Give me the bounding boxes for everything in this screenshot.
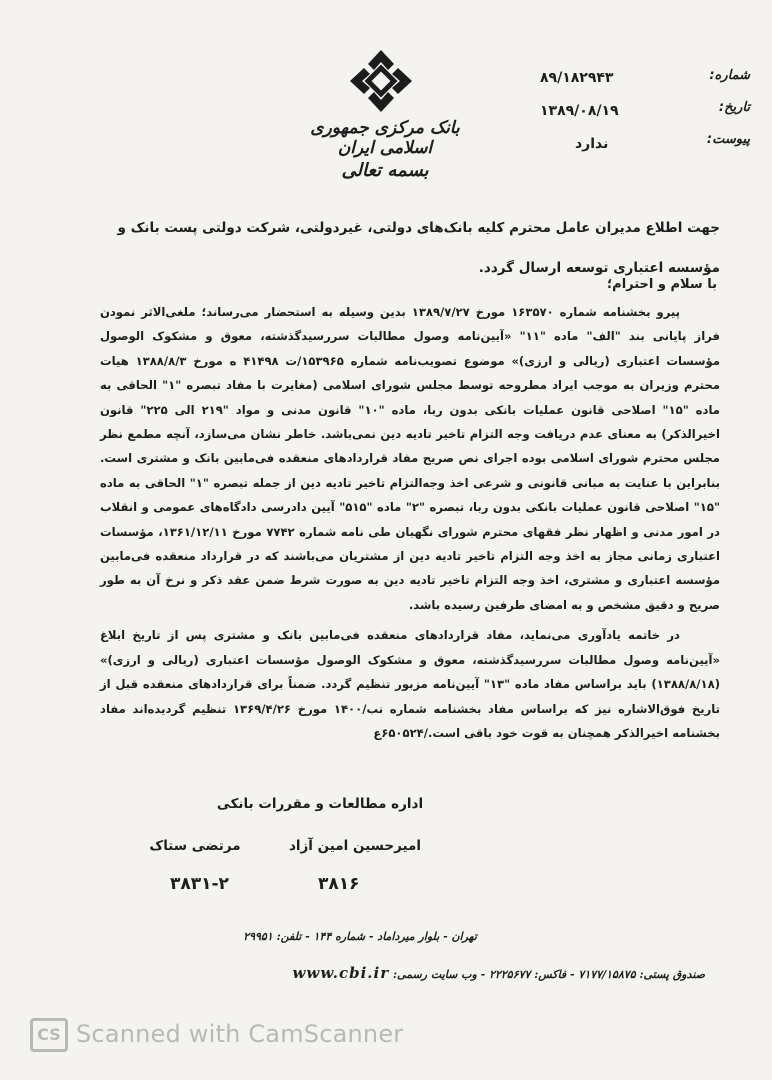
greeting: با سلام و احترام؛ [606,277,717,292]
number-label: شماره: [709,68,750,83]
footer-address: تهران - بلوار میرداماد - شماره ۱۴۴ - تلفن: ۲۹۹۵۱ [243,930,477,943]
letter-body [100,300,720,745]
paragraph-1: پیرو بخشنامه شماره ۱۶۳۵۷۰ مورخ ۱۳۸۹/۷/۲۷ بدین وسیله به استحضار می‌رساند؛ ملغی‌الاثر نمودن فراز پایانی بند "الف" ماده "۱۱" «آیین‌نامه وصول مطالبات سررسیدگذشته، معوق و مشکوک الوصول مؤسسات اعتباری (ریالی و ارزی)» موضوع تصویب‌نامه شماره ۱۵۳۹۶۵/ت ۴۱۴۹۸ ه مورخ ۱۳۸۸/۸/۳ هیات محترم وزیران به موجب ایراد مطروحه توسط مجلس شورای اسلامی (مغایرت با مفاد تبصره "۱" الحاقی به ماده "۱۵" اصلاحی قانون عملیات بانکی بدون ربا، ماده "۱۰" قانون مدنی و مواد "۲۱۹ الی ۲۲۵" قانون اخیرالذکر) به معنای عدم دریافت وجه التزام تاخیر تادیه دین نمی‌باشد. خاطر نشان می‌سازد، آنچه مطمع نظر مجلس محترم شورای اسلامی بوده اجرای نص صریح مفاد قراردادهای منعقده فی‌مابین بانک و مشتری است. بنابراین با عنایت به مبانی قانونی و شرعی اخذ وجه‌التزام تاخیر تادیه دین از جمله تبصره "۱" الحاقی به ماده "۱۵" اصلاحی قانون عملیات بانکی بدون ربا، تبصره "۲" ماده "۵۱۵" آیین دادرسی دادگاه‌های عمومی و انقلاب در امور مدنی و اظهار نظر فقهای محترم شورای نگهبان طی نامه شماره ۷۷۴۲ مورخ ۱۳۶۱/۱۲/۱۱، مؤسسات اعتباری زمانی مجاز به اخذ وجه التزام تاخیر تادیه دین از مشتریان می‌باشند که در قرارداد منعقده فی‌مابین مؤسسه اعتباری و مشتری، اخذ وجه التزام تاخیر تادیه دین به صورت شرط ضمن عقد ذکر و نرخ آن به طور صریح و دقیق مشخص و به امضای طرفین رسیده باشد. [100,305,720,612]
website-link[interactable]: www.cbi.ir [292,964,390,982]
camscanner-logo-icon: CS [30,1018,68,1052]
attachment-value: ندارد [575,136,609,152]
date-value: ۱۳۸۹/۰۸/۱۹ [540,103,619,119]
central-bank-logo-icon [348,48,414,114]
signer-1-extension: ۳۸۱۶ [318,874,360,894]
bank-name: بانک مرکزی جمهوری اسلامی ایران [310,118,460,158]
signer-1-name: امیرحسین امین آزاد [288,838,422,854]
department-name: اداره مطالعات و مقررات بانکی [216,796,424,812]
signer-2-extension: ۳۸۳۱-۲ [170,874,229,894]
paragraph-2: در خاتمه یادآوری می‌نماید، مفاد قراردادهای منعقده فی‌مابین بانک و مشتری پس از تاریخ ابلاغ «آیین‌نامه وصول مطالبات سررسیدگذشته، معوق و مشکوک الوصول مؤسسات اعتباری (ریالی و ارزی)» (۱۳۸۸/۸/۱۸) باید براساس مفاد ماده "۱۳" آیین‌نامه مزبور تنظیم گردد. ضمناً برای قراردادهای منعقده قبل از تاریخ فوق‌الاشاره نیز که براساس مفاد بخشنامه شماره نب/۱۴۰۰ مورخ ۱۳۶۹/۴/۲۶ تنظیم گردیده‌اند مفاد بخشنامه اخیرالذکر همچنان به قوت خود باقی است./۶۵۰۵۲۴ع [100,628,720,740]
signer-2-name: مرتضی ستاک [149,838,241,854]
footer-contact-text: صندوق پستی: ۷۱۷۷/۱۵۸۷۵ - فاکس: ۲۲۲۵۶۷۷ - وب سایت رسمی: [392,968,705,981]
addressee: جهت اطلاع مدیران عامل محترم کلیه بانک‌های دولتی، غیردولتی، شرکت دولتی پست بانک و مؤسسه اعتباری توسعه ارسال گردد. [117,220,720,276]
signature-mark: بسمه تعالی [341,160,429,181]
footer-contact [205,964,705,982]
camscanner-watermark: Scanned with CamScanner [76,1020,404,1048]
number-value: ۸۹/۱۸۲۹۴۳ [540,70,614,86]
attachment-label: پیوست: [706,132,750,147]
date-label: تاریخ: [718,100,750,115]
